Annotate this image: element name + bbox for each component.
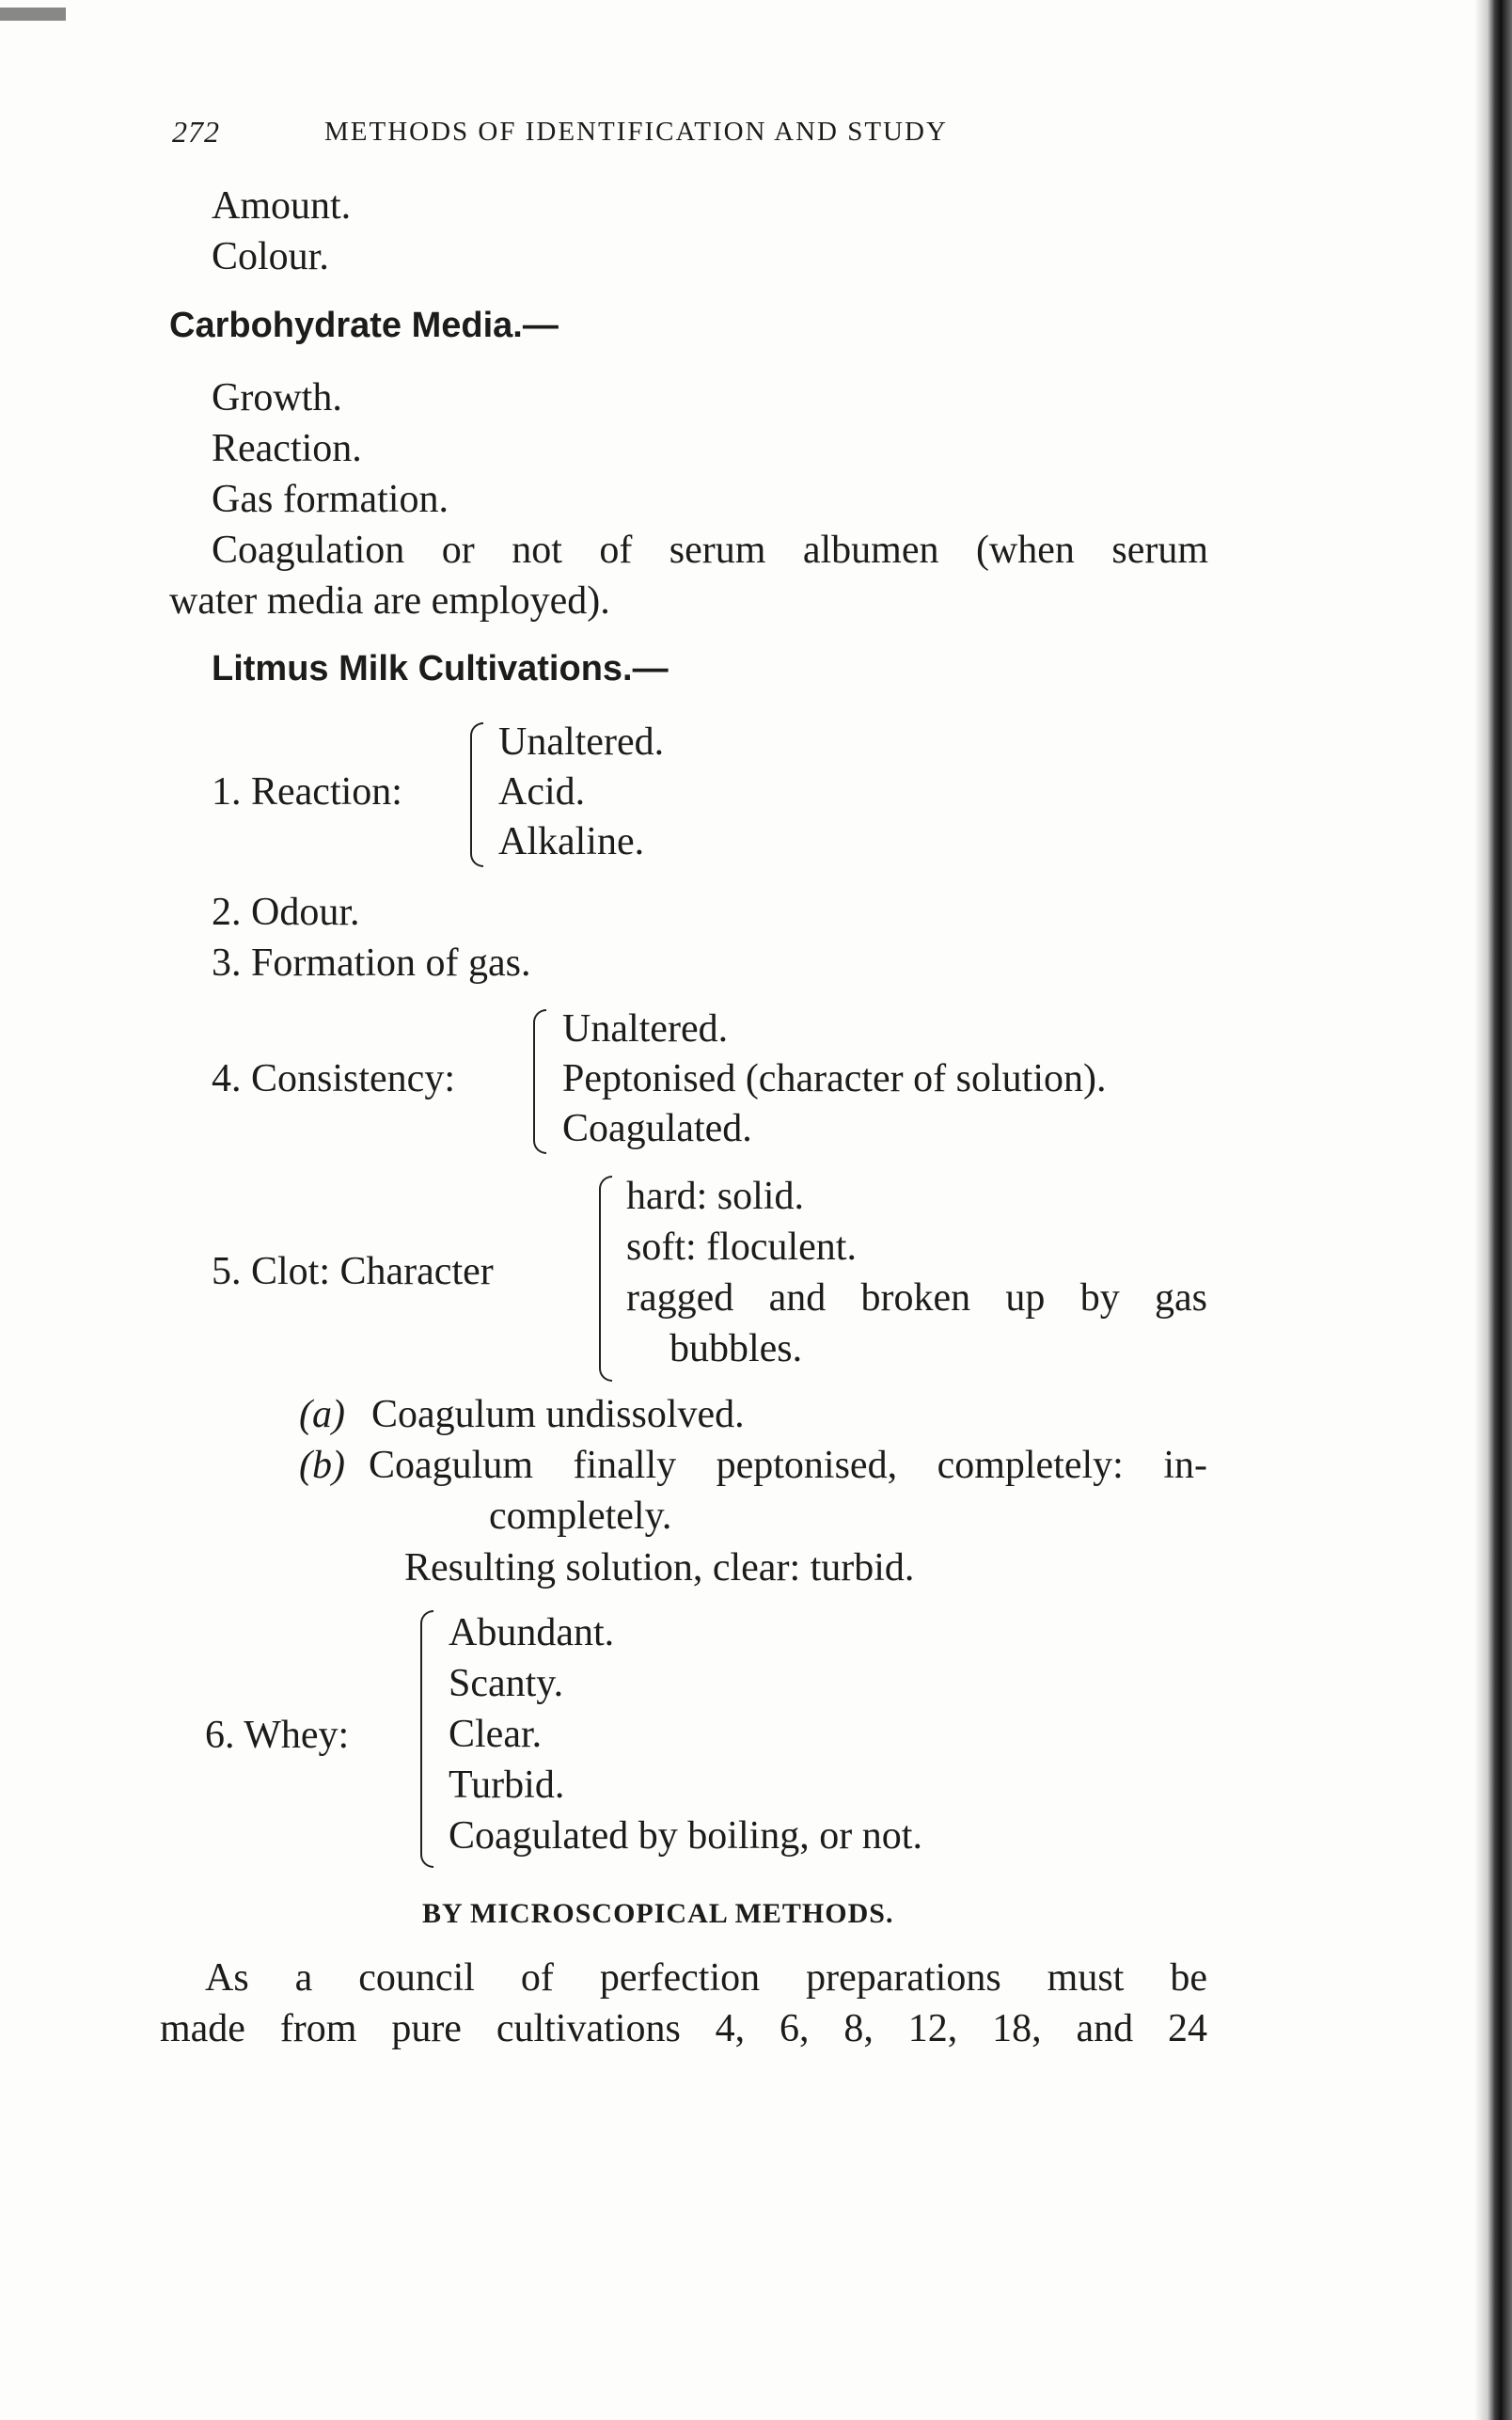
page-binding-edge xyxy=(1474,0,1512,2420)
section-heading-microscopical: BY MICROSCOPICAL METHODS. xyxy=(422,1898,894,1929)
list-item: Reaction. xyxy=(212,427,362,470)
clot-option: soft: floculent. xyxy=(626,1226,857,1269)
list-item: 2. Odour. xyxy=(212,891,360,934)
clot-option: ragged and broken up by gas xyxy=(626,1276,1207,1320)
brace xyxy=(599,1176,612,1382)
list-item: Growth. xyxy=(212,376,342,419)
resulting-solution: Resulting solution, clear: turbid. xyxy=(404,1546,915,1590)
reaction-option: Unaltered. xyxy=(498,720,665,764)
list-item: Gas formation. xyxy=(212,478,449,521)
paragraph-line: As a council of perfection preparations must be xyxy=(205,1956,1207,2000)
consistency-option: Coagulated. xyxy=(562,1107,752,1150)
consistency-label: 4. Consistency: xyxy=(212,1057,455,1100)
section-heading-litmus: Litmus Milk Cultivations.— xyxy=(212,649,669,688)
clot-label: 5. Clot: Character xyxy=(212,1250,494,1293)
clot-option: hard: solid. xyxy=(626,1175,804,1218)
whey-option: Coagulated by boiling, or not. xyxy=(449,1814,922,1858)
reaction-option: Acid. xyxy=(498,770,586,814)
intro-line: Amount. xyxy=(212,184,352,228)
paragraph-line: water media are employed). xyxy=(169,579,610,623)
sub-marker-a: (a) xyxy=(299,1393,345,1436)
paragraph-line: Coagulation or not of serum albumen (when serum xyxy=(212,529,1208,572)
reaction-label: 1. Reaction: xyxy=(212,770,402,814)
consistency-option: Peptonised (character of solution). xyxy=(562,1057,1107,1100)
sub-item-b-cont: completely. xyxy=(489,1495,672,1538)
sub-item-a: Coagulum undissolved. xyxy=(371,1393,745,1436)
whey-option: Abundant. xyxy=(449,1611,615,1654)
brace xyxy=(533,1009,546,1154)
sub-item-b: Coagulum finally peptonised, completely: in- xyxy=(369,1444,1207,1487)
reaction-option: Alkaline. xyxy=(498,820,645,863)
intro-line: Colour. xyxy=(212,235,329,278)
whey-option: Scanty. xyxy=(449,1662,564,1705)
whey-label: 6. Whey: xyxy=(205,1714,350,1757)
brace xyxy=(420,1610,433,1868)
page-number: 272 xyxy=(172,115,220,149)
list-item: 3. Formation of gas. xyxy=(212,941,531,985)
whey-option: Turbid. xyxy=(449,1764,565,1807)
whey-option: Clear. xyxy=(449,1713,543,1756)
clot-option: bubbles. xyxy=(669,1327,803,1370)
sub-marker-b: (b) xyxy=(299,1444,345,1487)
scan-artifact xyxy=(0,8,66,21)
brace xyxy=(470,722,483,867)
consistency-option: Unaltered. xyxy=(562,1007,729,1051)
paragraph-line: made from pure cultivations 4, 6, 8, 12, 18, and 24 xyxy=(160,2007,1207,2050)
section-heading-carbohydrate: Carbohydrate Media.— xyxy=(169,306,559,345)
running-title: METHODS OF IDENTIFICATION AND STUDY xyxy=(324,117,948,147)
